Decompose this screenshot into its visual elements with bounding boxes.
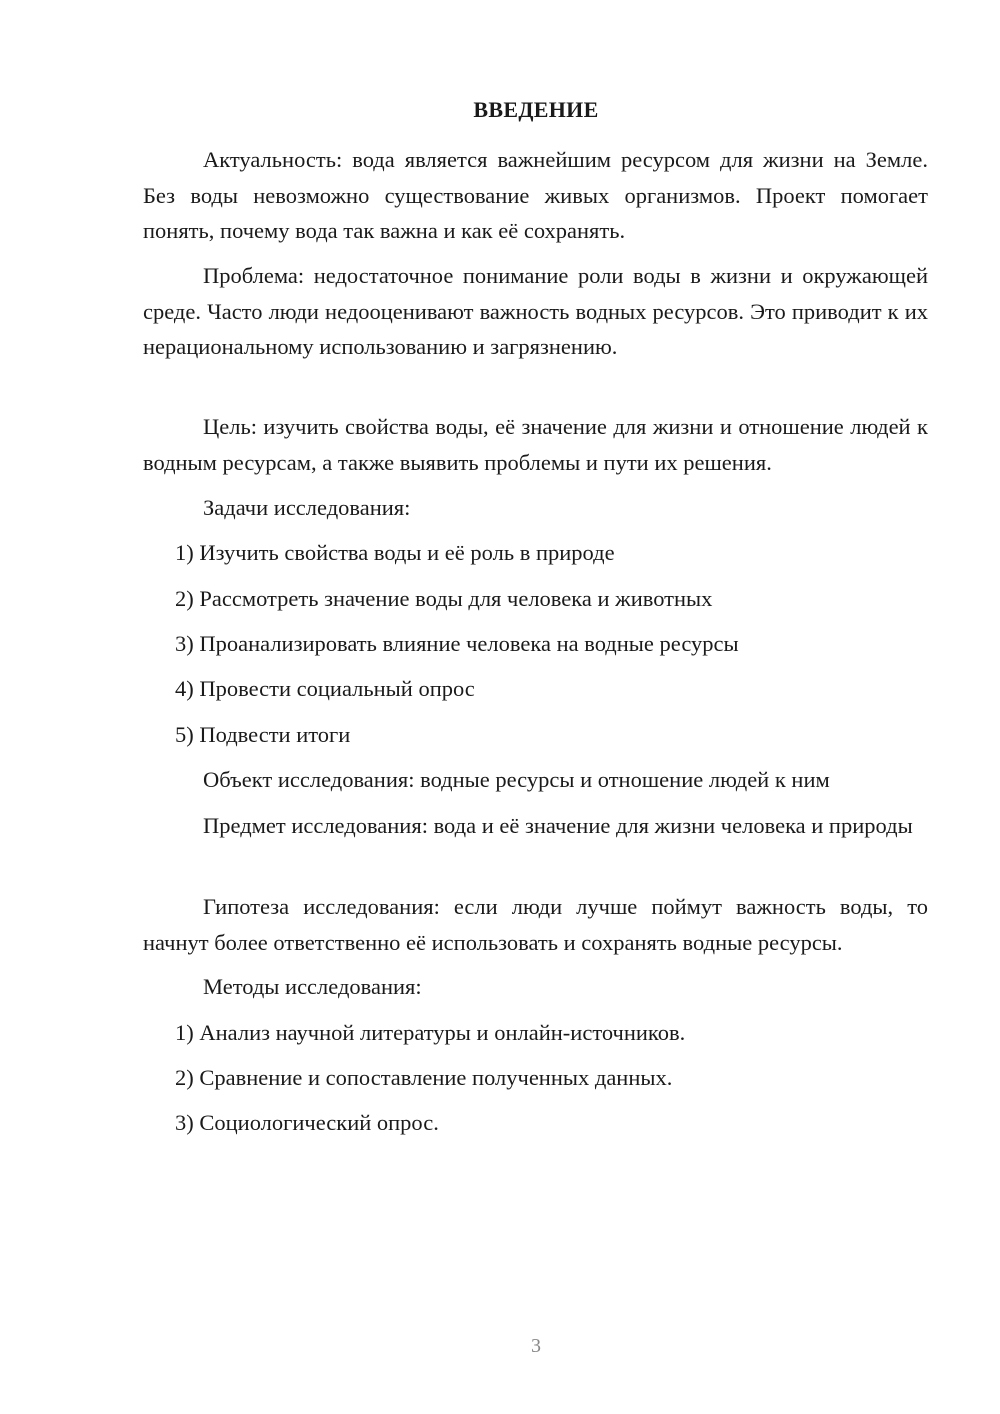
page-title: ВВЕДЕНИЕ bbox=[473, 97, 599, 122]
page-number: 3 bbox=[531, 1335, 541, 1357]
task-item-4: 4) Провести социальный опрос bbox=[175, 676, 475, 701]
subject-paragraph: Предмет исследования: вода и её значение для жизни человека и природы bbox=[203, 813, 913, 838]
method-item-2: 2) Сравнение и сопоставление полученных данных. bbox=[175, 1065, 673, 1090]
task-item-5: 5) Подвести итоги bbox=[175, 722, 351, 747]
methods-heading: Методы исследования: bbox=[203, 974, 422, 999]
task-item-3: 3) Проанализировать влияние человека на водные ресурсы bbox=[175, 631, 739, 656]
tasks-heading: Задачи исследования: bbox=[203, 495, 411, 520]
task-item-1: 1) Изучить свойства воды и её роль в природе bbox=[175, 540, 615, 565]
hypothesis-paragraph: Гипотеза исследования: если люди лучше поймут важность воды, то начнут более ответственно её использовать и сохранять водные ресурсы. bbox=[143, 894, 928, 955]
task-item-2: 2) Рассмотреть значение воды для человека и животных bbox=[175, 586, 713, 611]
method-item-3: 3) Социологический опрос. bbox=[175, 1110, 439, 1135]
goal-paragraph: Цель: изучить свойства воды, её значение для жизни и отношение людей к водным ресурсам, а также выявить проблемы и пути их решения. bbox=[143, 414, 928, 475]
relevance-paragraph: Актуальность: вода является важнейшим ресурсом для жизни на Земле. Без воды невозможно существование живых организмов. Проект помогает понять, почему вода так важна и как её сохранять. bbox=[143, 147, 928, 243]
method-item-1: 1) Анализ научной литературы и онлайн-источников. bbox=[175, 1020, 686, 1045]
problem-paragraph: Проблема: недостаточное понимание роли воды в жизни и окружающей среде. Часто люди недооценивают важность водных ресурсов. Это приводит к их нерациональному использованию и загрязнению. bbox=[143, 263, 928, 359]
object-line: Объект исследования: водные ресурсы и отношение людей к ним bbox=[203, 767, 830, 792]
